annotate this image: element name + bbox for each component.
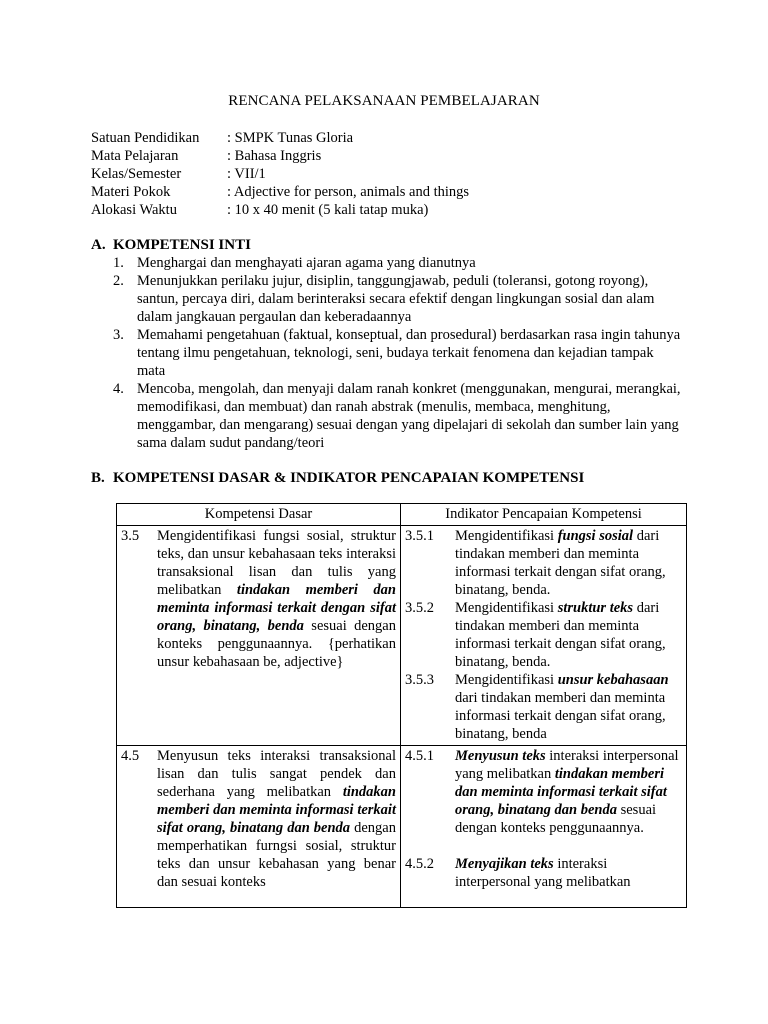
section-letter: A. bbox=[91, 237, 106, 253]
indicator-text-part: sesuai dengan konteks penggunaannya. bbox=[455, 802, 657, 836]
indicator-item bbox=[405, 671, 682, 743]
section-letter: B. bbox=[91, 470, 105, 486]
kompetensi-inti-list bbox=[113, 254, 683, 452]
kd-emphasis: tindakan memberi dan meminta informasi terkait dengan sifat orang, binatang, benda bbox=[157, 582, 397, 634]
indicator-text bbox=[455, 855, 682, 891]
indicator-text-part: interaksi interpersonal yang melibatkan bbox=[455, 856, 631, 890]
kd-emphasis: tindakan memberi dan meminta informasi terkait sifat orang, binatang dan benda bbox=[157, 784, 396, 836]
list-item bbox=[113, 380, 683, 452]
indicator-text-part: Mengidentifikasi bbox=[455, 600, 558, 616]
identity-row bbox=[91, 201, 469, 219]
indicator-item bbox=[405, 599, 682, 671]
indicator-text-part: dari tindakan memberi dan meminta informasi terkait dengan sifat orang, binatang, benda. bbox=[455, 600, 666, 670]
list-text: Memahami pengetahuan (faktual, konseptual, dan prosedural) berdasarkan rasa ingin tahunya tentang ilmu pengetahuan, teknologi, seni, budaya terkait fenomena dan kejadian tampak mata bbox=[137, 327, 681, 379]
identity-block bbox=[91, 129, 469, 219]
kd-cell bbox=[117, 526, 401, 746]
list-number: 1. bbox=[113, 255, 124, 271]
section-title: KOMPETENSI DASAR & INDIKATOR PENCAPAIAN KOMPETENSI bbox=[113, 470, 585, 486]
kompetensi-table bbox=[116, 503, 687, 908]
kd-text-part: dengan memperhatikan furngsi sosial, struktur teks dan unsur kebahasan yang benar dan sesuai konteks bbox=[157, 820, 396, 890]
indicator-text-part: Mengidentifikasi bbox=[455, 672, 558, 688]
indicator-text-part: Mengidentifikasi bbox=[455, 528, 558, 544]
indicator-emphasis: tindakan memberi dan meminta informasi terkait sifat orang, binatang dan benda bbox=[455, 766, 667, 818]
indicator-text-part: dari tindakan memberi dan meminta informasi terkait dengan sifat orang, binatang, benda bbox=[455, 690, 666, 742]
indicator-number: 4.5.2 bbox=[405, 856, 434, 872]
kd-number: 4.5 bbox=[121, 748, 140, 764]
list-item bbox=[113, 254, 683, 272]
kd-text-part: Menyusun teks interaksi transaksional lisan dan tulis sangat pendek dan sederhana yang melibatkan bbox=[157, 748, 396, 800]
identity-row bbox=[91, 165, 469, 183]
identity-row bbox=[91, 147, 469, 165]
indicator-emphasis: fungsi sosial bbox=[557, 528, 634, 544]
kd-text bbox=[157, 747, 396, 891]
document-title: RENCANA PELAKSANAAN PEMBELAJARAN bbox=[228, 93, 540, 109]
kd-number: 3.5 bbox=[121, 528, 140, 544]
list-text: Mencoba, mengolah, dan menyaji dalam ranah konkret (menggunakan, mengurai, merangkai, memodifikasi, dan membuat) dan ranah abstrak (menulis, membaca, menghitung, menggambar, dan mengarang) sesuai dengan yang dipelajari di sekolah dan sumber lain yang sama dalam sudut pandang/teori bbox=[137, 381, 681, 451]
table-header-row bbox=[117, 504, 687, 526]
indicator-emphasis: struktur teks bbox=[557, 600, 634, 616]
list-number: 4. bbox=[113, 381, 124, 397]
indicator-cell bbox=[401, 526, 687, 746]
indicator-cell bbox=[401, 746, 687, 908]
indicator-number: 3.5.2 bbox=[405, 600, 434, 616]
indicator-number: 3.5.1 bbox=[405, 528, 434, 544]
column-header: Kompetensi Dasar bbox=[117, 504, 401, 526]
indicator-item bbox=[405, 747, 682, 837]
identity-row bbox=[91, 129, 469, 147]
indicator-text-part: dari tindakan memberi dan meminta informasi terkait dengan sifat orang, binatang, benda. bbox=[455, 528, 666, 598]
list-item bbox=[113, 326, 683, 380]
kd-text bbox=[157, 527, 396, 671]
kd-text-part: Mengidentifikasi fungsi sosial, struktur teks, dan unsur kebahasaan teks interaksi transaksional lisan dan tulis yang melibatkan bbox=[157, 528, 396, 598]
indicator-text bbox=[455, 671, 682, 743]
indicator-item bbox=[405, 855, 682, 891]
indicator-number: 3.5.3 bbox=[405, 672, 434, 688]
indicator-emphasis: Menyusun teks bbox=[455, 748, 546, 764]
indicator-item bbox=[405, 527, 682, 599]
kd-text-part: sesuai dengan konteks penggunaannya. {perhatikan unsur kebahasaan be, adjective} bbox=[157, 618, 396, 670]
kd-cell bbox=[117, 746, 401, 908]
section-b-heading bbox=[91, 469, 584, 487]
identity-label: Satuan Pendidikan bbox=[91, 130, 200, 146]
indicator-emphasis: Menyajikan teks bbox=[455, 856, 554, 872]
identity-value: : Adjective for person, animals and things bbox=[227, 184, 470, 200]
identity-value: : VII/1 bbox=[227, 166, 266, 182]
section-a-heading bbox=[91, 236, 251, 254]
identity-label: Kelas/Semester bbox=[91, 166, 182, 182]
list-item bbox=[113, 272, 683, 326]
list-text: Menunjukkan perilaku jujur, disiplin, tanggungjawab, peduli (toleransi, gotong royong), santun, percaya diri, dalam berinteraksi secara efektif dengan lingkungan sosial dan alam dalam jangkauan pergaulan dan keberadaannya bbox=[137, 273, 655, 325]
table-row bbox=[117, 746, 687, 908]
identity-value: : 10 x 40 menit (5 kali tatap muka) bbox=[227, 202, 429, 218]
list-text: Menghargai dan menghayati ajaran agama yang dianutnya bbox=[137, 255, 476, 271]
indicator-text bbox=[455, 599, 682, 671]
identity-label: Materi Pokok bbox=[91, 184, 171, 200]
indicator-emphasis: unsur kebahasaan bbox=[557, 672, 669, 688]
section-title: KOMPETENSI INTI bbox=[113, 237, 251, 253]
column-header: Indikator Pencapaian Kompetensi bbox=[401, 504, 687, 526]
indicator-number: 4.5.1 bbox=[405, 748, 434, 764]
list-number: 3. bbox=[113, 327, 124, 343]
list-number: 2. bbox=[113, 273, 124, 289]
indicator-text bbox=[455, 747, 682, 837]
identity-label: Alokasi Waktu bbox=[91, 202, 177, 218]
identity-label: Mata Pelajaran bbox=[91, 148, 179, 164]
identity-value: : SMPK Tunas Gloria bbox=[227, 130, 354, 146]
indicator-text-part: interaksi interpersonal yang melibatkan bbox=[455, 748, 679, 782]
indicator-text bbox=[455, 527, 682, 599]
identity-value: : Bahasa Inggris bbox=[227, 148, 322, 164]
table-row bbox=[117, 526, 687, 746]
identity-row bbox=[91, 183, 469, 201]
